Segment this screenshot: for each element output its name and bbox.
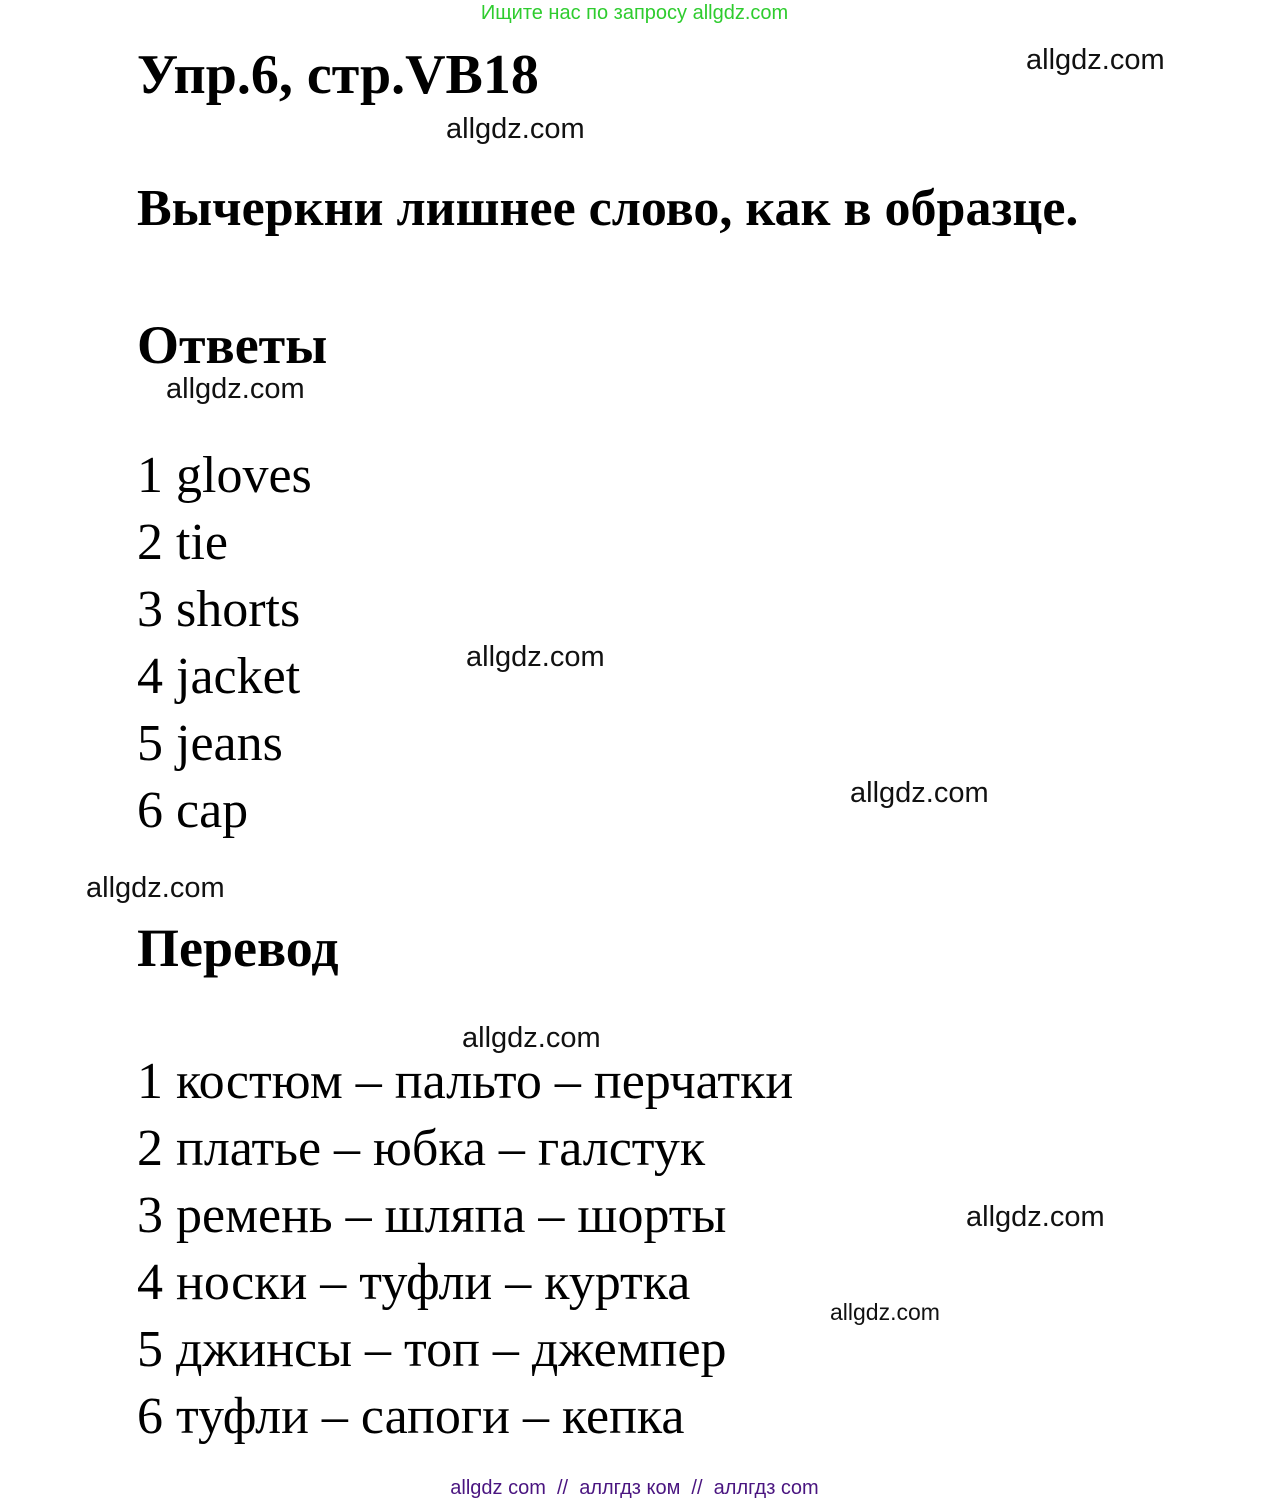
answer-item: 1 gloves xyxy=(137,447,312,504)
watermark: allgdz.com xyxy=(850,777,989,809)
watermark: allgdz.com xyxy=(462,1022,601,1054)
instruction: Вычеркни лишнее слово, как в образце. xyxy=(137,180,1079,237)
answer-item: 6 cap xyxy=(137,782,249,839)
watermark: allgdz.com xyxy=(86,872,225,904)
page-title: Упр.6, стр.VB18 xyxy=(137,44,539,106)
translation-item: 2 платье – юбка – галстук xyxy=(137,1120,706,1177)
translation-item: 3 ремень – шляпа – шорты xyxy=(137,1187,727,1244)
watermark: allgdz.com xyxy=(830,1299,940,1325)
translation-heading: Перевод xyxy=(137,918,339,978)
watermark: allgdz.com xyxy=(446,113,585,145)
footer-links[interactable]: allgdz com // аллгдз ком // аллгдз com xyxy=(450,1477,819,1499)
translation-item: 4 носки – туфли – куртка xyxy=(137,1254,691,1311)
watermark: allgdz.com xyxy=(466,641,605,673)
watermark: allgdz.com xyxy=(166,373,305,405)
answer-item: 3 shorts xyxy=(137,581,301,638)
translation-item: 5 джинсы – топ – джемпер xyxy=(137,1321,727,1378)
answer-item: 5 jeans xyxy=(137,715,283,772)
answer-item: 4 jacket xyxy=(137,648,301,705)
translation-item: 6 туфли – сапоги – кепка xyxy=(137,1388,685,1445)
watermark: allgdz.com xyxy=(1026,44,1165,76)
top-banner: Ищите нас по запросу allgdz.com xyxy=(480,2,789,24)
answer-item: 2 tie xyxy=(137,514,228,571)
translation-item: 1 костюм – пальто – перчатки xyxy=(137,1053,794,1110)
watermark: allgdz.com xyxy=(966,1201,1105,1233)
answers-heading: Ответы xyxy=(137,315,328,375)
